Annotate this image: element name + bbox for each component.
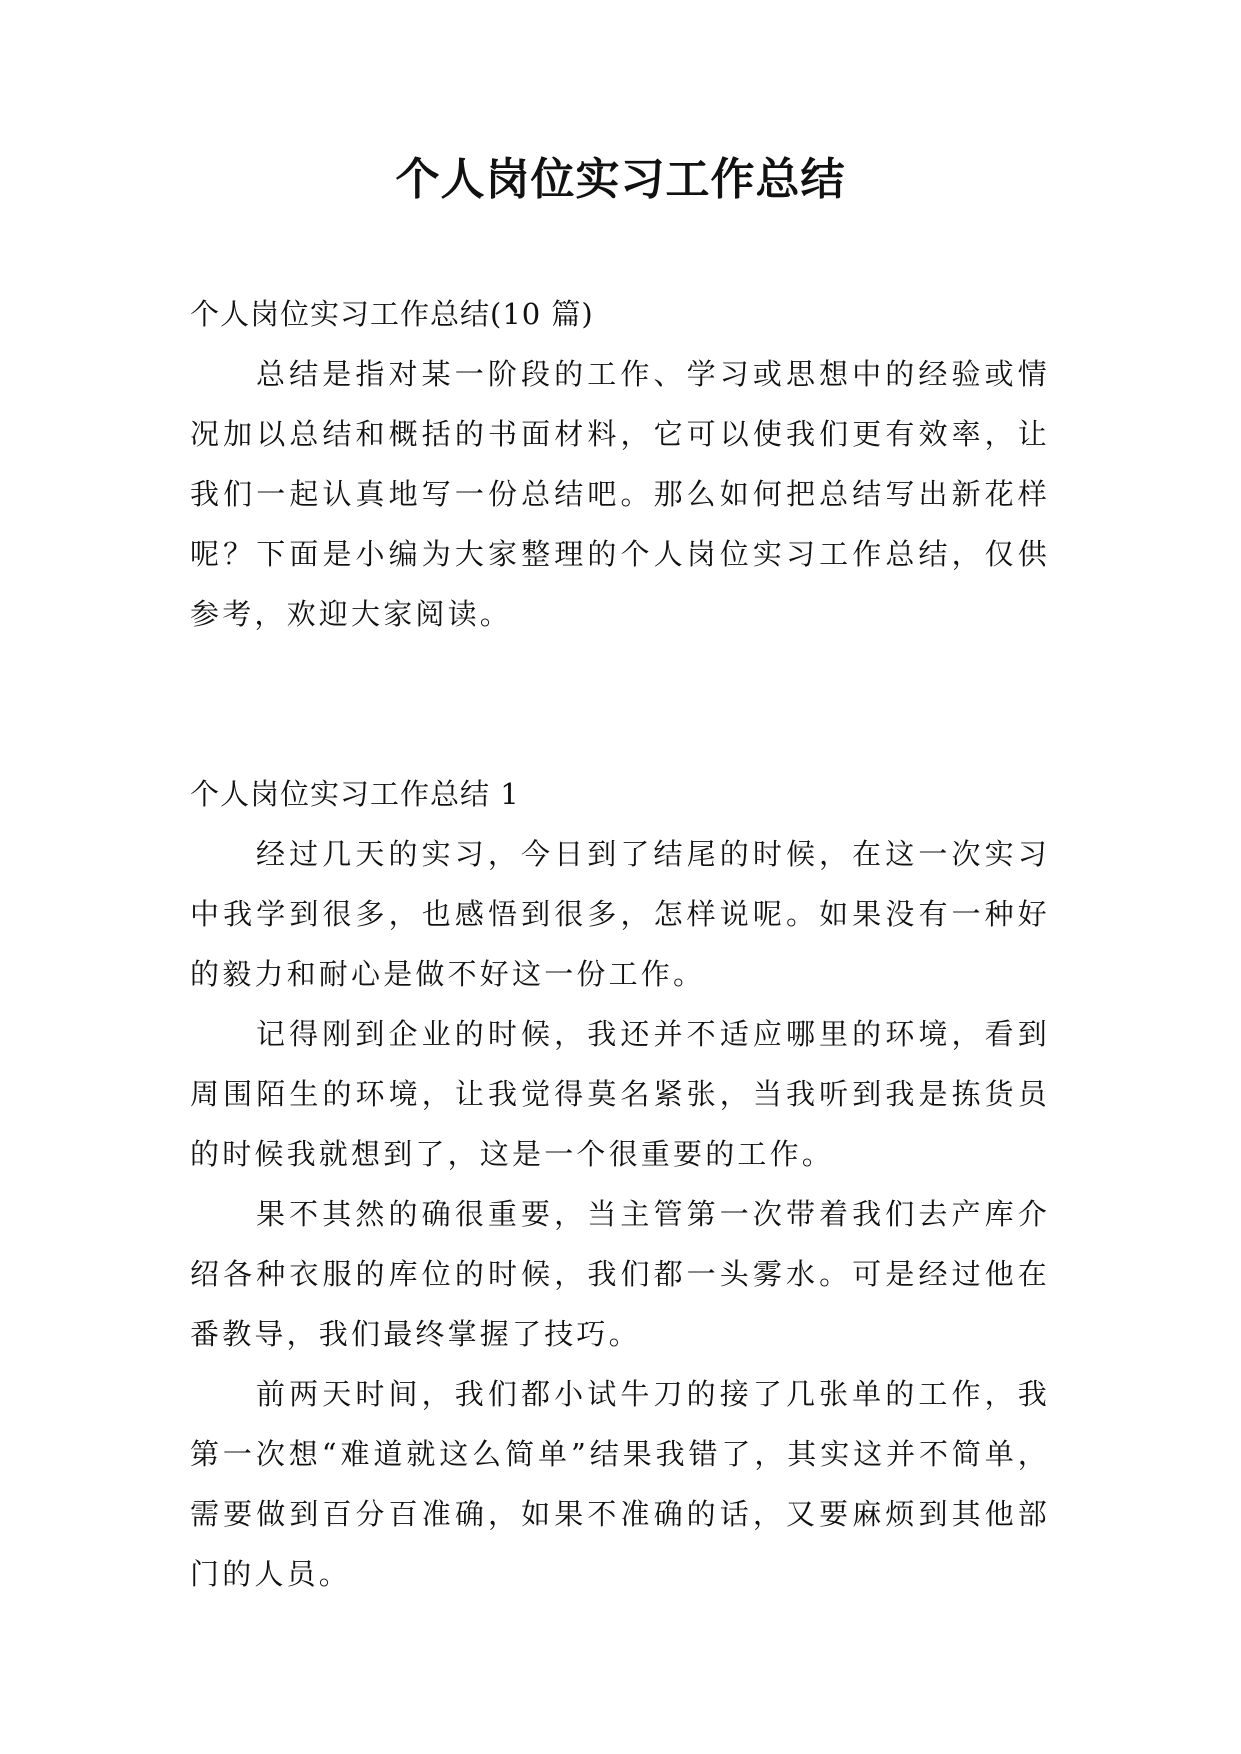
- subtitle: 个人岗位实习工作总结(10 篇): [190, 297, 594, 331]
- intro-paragraph: 总结是指对某一阶段的工作、学习或思想中的经验或情况加以总结和概括的书面材料，它可以使我们更有效率，让我们一起认真地写一份总结吧。那么如何把总结写出新花样呢？下面是小编为大家整理的个人岗位实习工作总结，仅供参考，欢迎大家阅读。: [190, 357, 1050, 631]
- body-paragraph-2: 记得刚到企业的时候，我还并不适应哪里的环境，看到周围陌生的环境，让我觉得莫名紧张，当我听到我是拣货员的时候我就想到了，这是一个很重要的工作。: [190, 1017, 1050, 1171]
- section-spacer: [190, 644, 1050, 764]
- document-title: 个人岗位实习工作总结: [395, 154, 846, 205]
- body-paragraph-4: 前两天时间，我们都小试牛刀的接了几张单的工作，我第一次想“难道就这么简单”结果我错了，其实这并不简单，需要做到百分百准确，如果不准确的话，又要麻烦到其他部门的人员。: [190, 1377, 1050, 1591]
- document-body: [190, 284, 1050, 1604]
- body-paragraph-3: 果不其然的确很重要，当主管第一次带着我们去产库介绍各种衣服的库位的时候，我们都一头雾水。可是经过他在番教导，我们最终掌握了技巧。: [190, 1197, 1050, 1351]
- section-heading: 个人岗位实习工作总结 1: [190, 777, 520, 811]
- body-paragraph-1: 经过几天的实习，今日到了结尾的时候，在这一次实习中我学到很多，也感悟到很多，怎样说呢。如果没有一种好的毅力和耐心是做不好这一份工作。: [190, 837, 1050, 991]
